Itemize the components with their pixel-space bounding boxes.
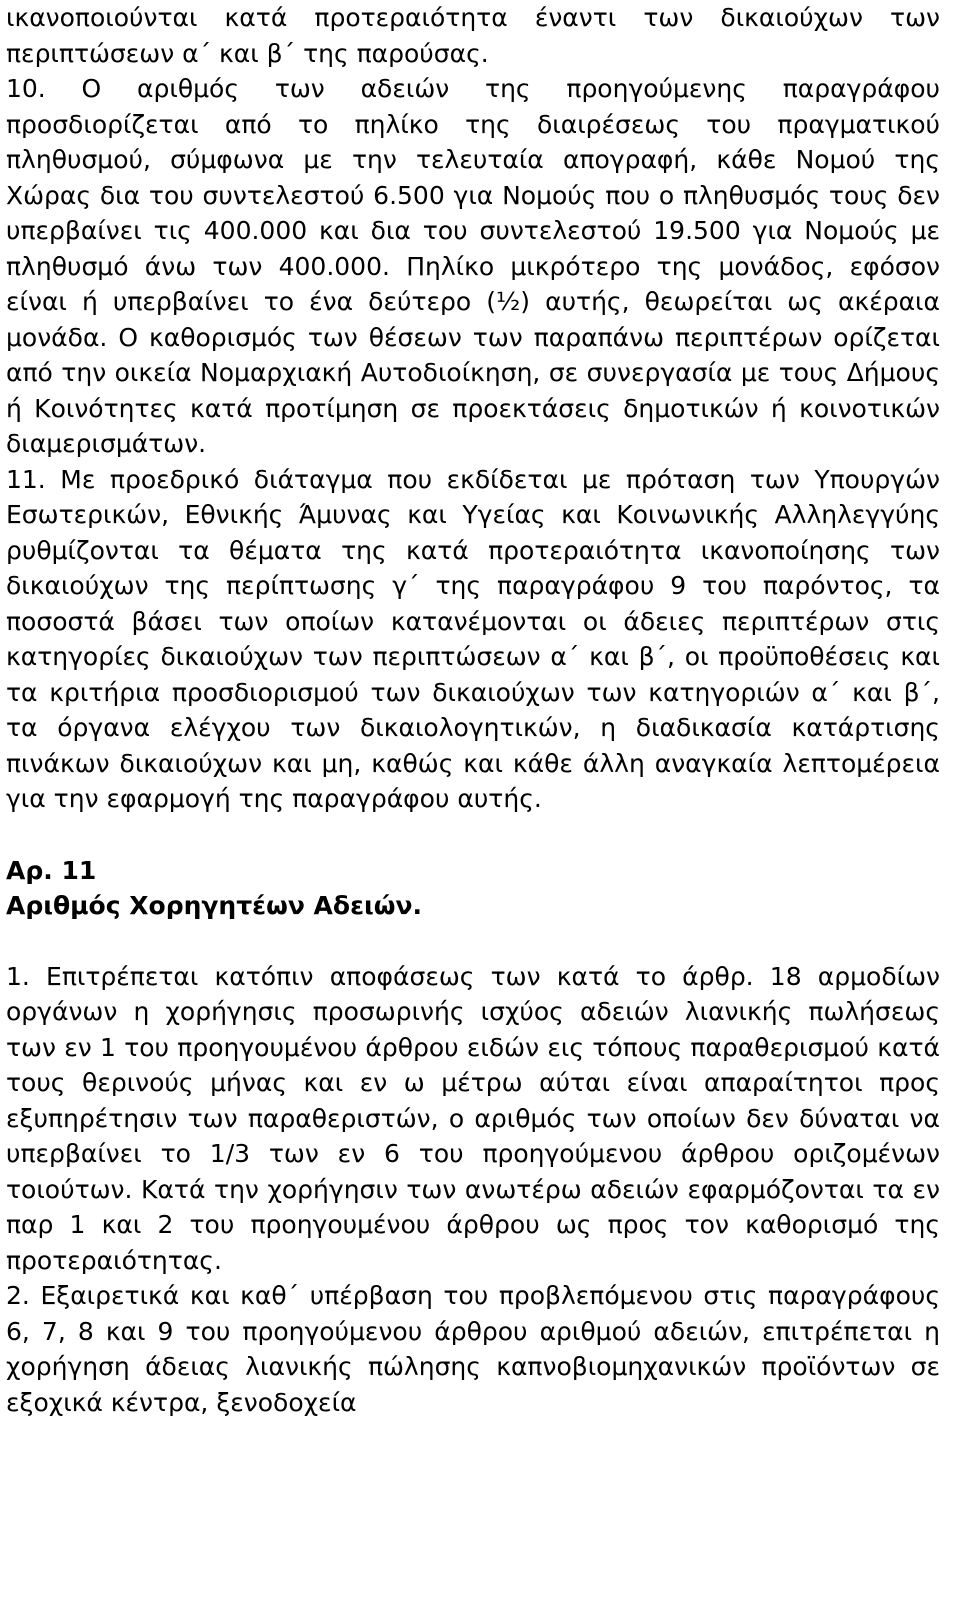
spacer [6, 924, 940, 959]
paragraph-continuation: ικανοποιούνται κατά προτεραιότητα έναντι των δικαιούχων των περιπτώσεων α΄ και β΄ της παρούσας. [6, 3, 940, 68]
article-title: Αριθμός Χορηγητέων Αδειών. [6, 891, 422, 920]
article-paragraph-2: 2. Εξαιρετικά και καθ΄ υπέρβαση του προβλεπόμενου στις παραγράφους 6, 7, 8 και 9 του προηγούμενου άρθρου αριθμού αδειών, επιτρέπεται η χορήγηση άδειας λιανικής πώλησης καπνοβιομηχανικών προϊόντων σε εξοχικά κέντρα, ξενοδοχεία [6, 1281, 940, 1417]
article-number: Αρ. 11 [6, 855, 97, 885]
paragraph-11: 11. Με προεδρικό διάταγμα που εκδίδεται με πρόταση των Υπουργών Εσωτερικών, Εθνικής Άμυνας και Υγείας και Κοινωνικής Αλληλεγγύης ρυθμίζονται τα θέματα της κατά προτεραιότητα ικανοποίησης των δικαιούχων της περίπτωσης γ΄ της παραγράφου 9 του παρόντος, τα ποσοστά βάσει των οποίων κατανέμονται οι άδειες περιπτέρων στις κατηγορίες δικαιούχων των περιπτώσεων α΄ και β΄, οι προϋποθέσεις και τα κριτήρια προσδιορισμού των δικαιούχων των κατηγοριών α΄ και β΄, τα όργανα ελέγχου των δικαιολογητικών, η διαδικασία κατάρτισης πινάκων δικαιούχων και μη, καθώς και κάθε άλλη αναγκαία λεπτομέρεια για την εφαρμογή της παραγράφου αυτής. [6, 464, 940, 813]
paragraph-10: 10. Ο αριθμός των αδειών της προηγούμενης παραγράφου προσδιορίζεται από το πηλίκο της διαιρέσεως του πραγματικού πληθυσμού, σύμφωνα με την τελευταία απογραφή, κάθε Νομού της Χώρας δια του συντελεστού 6.500 για Νομούς που ο πληθυσμός τους δεν υπερβαίνει τις 400.000 και δια του συντελεστού 19.500 για Νομούς με πληθυσμό άνω των 400.000. Πηλίκο μικρότερο της μονάδος, εφόσον είναι ή υπερβαίνει το ένα δεύτερο (½) αυτής, θεωρείται ως ακέραια μονάδα. Ο καθορισμός των θέσεων των παραπάνω περιπτέρων ορίζεται από την οικεία Νομαρχιακή Αυτοδιοίκηση, σε συνεργασία με τους Δήμους ή Κοινότητες κατά προτίμηση σε προεκτάσεις δημοτικών ή κοινοτικών διαμερισμάτων. [6, 74, 940, 458]
spacer [6, 817, 940, 853]
article-paragraph-1: 1. Επιτρέπεται κατόπιν αποφάσεως των κατά το άρθρ. 18 αρμοδίων οργάνων η χορήγησις προσωρινής ισχύος αδειών λιανικής πωλήσεως των εν 1 του προηγουμένου άρθρου ειδών εις τόπους παραθερισμού κατά τους θερινούς μήνας και εν ω μέτρω αύται είναι απαραίτητοι προς εξυπηρέτησιν των παραθεριστών, ο αριθμός των οποίων δεν δύναται να υπερβαίνει το 1/3 των εν 6 του προηγούμενου άρθρου οριζομένων τοιούτων. Κατά την χορήγησιν των ανωτέρω αδειών εφαρμόζονται τα εν παρ 1 και 2 του προηγουμένου άρθρου ως προς τον καθορισμό της προτεραιότητας. [6, 961, 940, 1275]
